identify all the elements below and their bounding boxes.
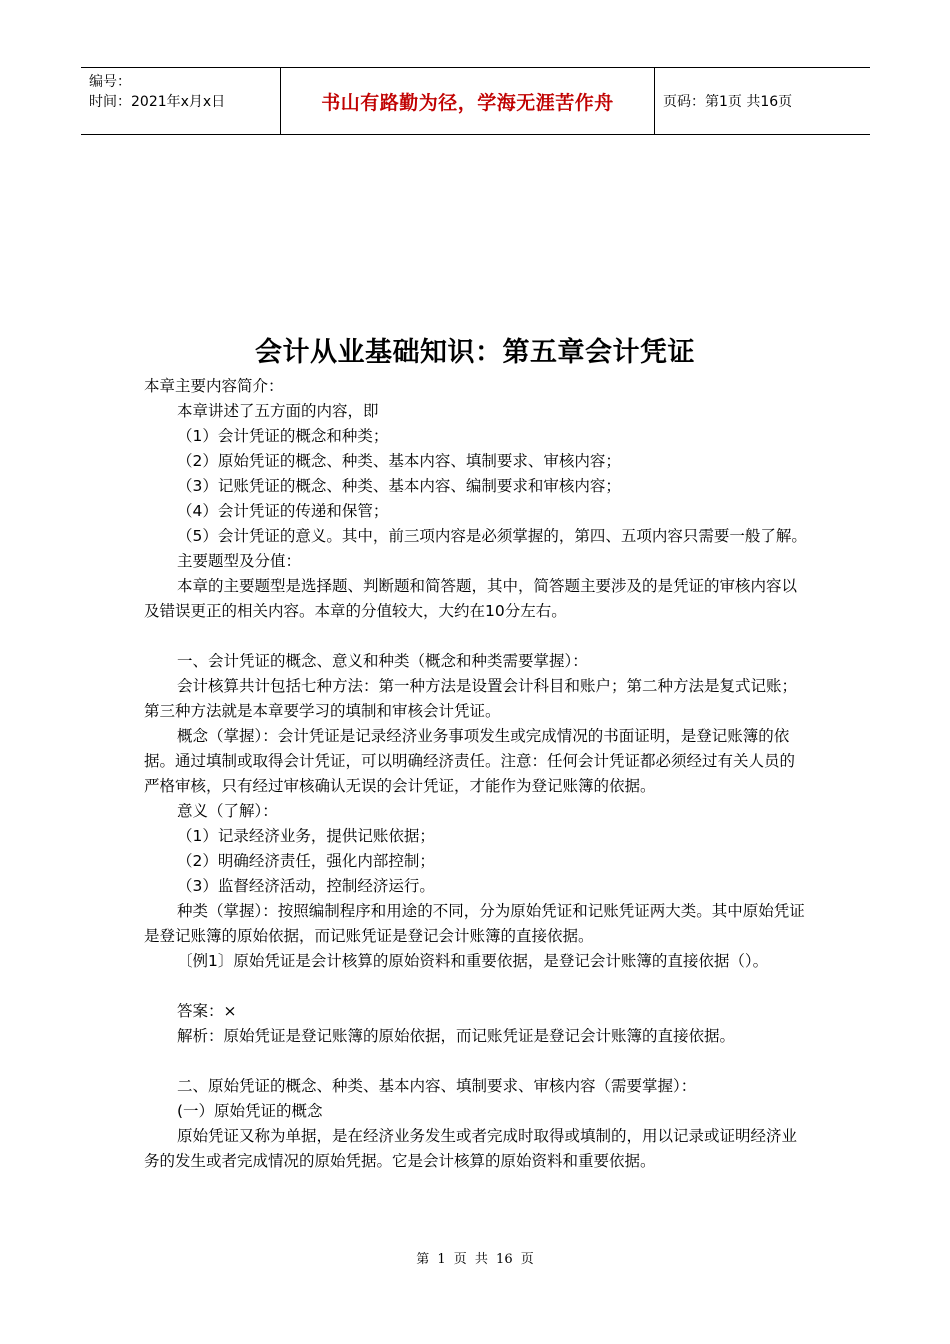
list-item: （5）会计凭证的意义。其中，前三项内容是必须掌握的，第四、五项内容只需要一般了解。 (177, 527, 807, 545)
example-question: 〔例1〕原始凭证是会计核算的原始资料和重要依据，是登记会计账簿的直接依据（）。 (177, 952, 769, 970)
number-label: 编号： (89, 74, 131, 90)
paragraph: 会计核算共计包括七种方法：第一种方法是设置会计科目和账户；第二种方法是复式记账；第三种方法就是本章要学习的填制和审核会计凭证。 (144, 677, 798, 720)
subsection-heading: (一）原始凭证的概念 (177, 1102, 323, 1120)
list-item: （2）明确经济责任，强化内部控制； (177, 852, 435, 870)
list-item: （4）会计凭证的传递和保管； (177, 502, 389, 520)
answer: 答案：× (177, 1002, 237, 1020)
paragraph: 主要题型及分值： (177, 552, 302, 570)
section-heading: 二、原始凭证的概念、种类、基本内容、填制要求、审核内容（需要掌握）： (177, 1077, 697, 1095)
list-item: （3）记账凭证的概念、种类、基本内容、编制要求和审核内容； (177, 477, 621, 495)
explanation: 解析：原始凭证是登记账簿的原始依据，而记账凭证是登记会计账簿的直接依据。 (177, 1027, 736, 1045)
paragraph: 意义（了解）： (177, 802, 278, 820)
paragraph: 原始凭证又称为单据，是在经济业务发生或者完成时取得或填制的，用以记录或证明经济业务的发生或者完成情况的原始凭据。它是会计核算的原始资料和重要依据。 (144, 1127, 798, 1170)
header-motto: 书山有路勤为径，学海无涯苦作舟 (281, 68, 655, 134)
page-header (81, 67, 870, 135)
time-label: 时间：2021年x月x日 (89, 94, 226, 110)
paragraph: 本章主要内容简介： (144, 377, 284, 395)
paragraph: 本章的主要题型是选择题、判断题和简答题，其中，简答题主要涉及的是凭证的审核内容以及错误更正的相关内容。本章的分值较大，大约在10分左右。 (144, 577, 798, 620)
page-footer: 第 1 页 共 16 页 (416, 1252, 534, 1267)
document-body (144, 374, 808, 1174)
paragraph: 概念（掌握）：会计凭证是记录经济业务事项发生或完成情况的书面证明，是登记账簿的依据。通过填制或取得会计凭证，可以明确经济责任。注意：任何会计凭证都必须经过有关人员的严格审核，只有经过审核确认无误的会计凭证，才能作为登记账簿的依据。 (144, 727, 796, 795)
header-meta (81, 68, 281, 134)
header-page-label: 页码：第1页 共16页 (663, 94, 793, 110)
list-item: （1）记录经济业务，提供记账依据； (177, 827, 435, 845)
section-heading: 一、会计凭证的概念、意义和种类（概念和种类需要掌握）： (177, 652, 588, 670)
paragraph: 本章讲述了五方面的内容，即 (177, 402, 379, 420)
list-item: （1）会计凭证的概念和种类； (177, 427, 389, 445)
document-title: 会计从业基础知识：第五章会计凭证 (255, 337, 695, 368)
paragraph: 种类（掌握）：按照编制程序和用途的不同，分为原始凭证和记账凭证两大类。其中原始凭证是登记账簿的原始依据，而记账凭证是登记会计账簿的直接依据。 (144, 902, 805, 945)
list-item: （2）原始凭证的概念、种类、基本内容、填制要求、审核内容； (177, 452, 621, 470)
list-item: （3）监督经济活动，控制经济运行。 (177, 877, 435, 895)
